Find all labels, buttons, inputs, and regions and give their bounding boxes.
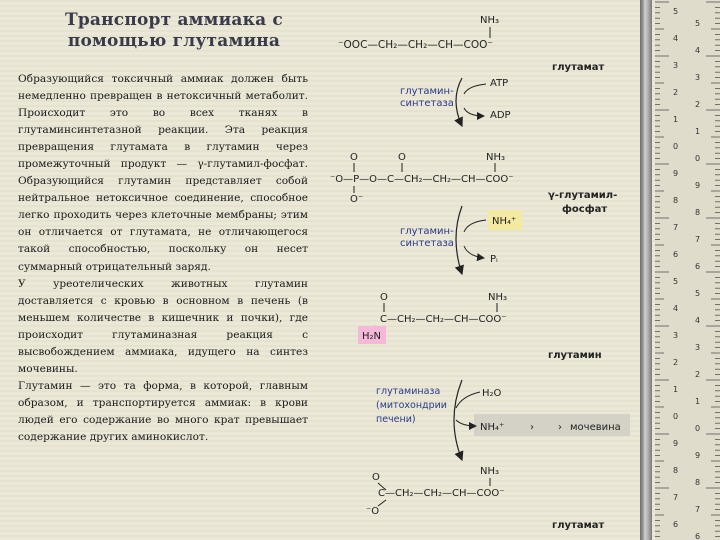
ruler-number: 9 <box>695 451 701 460</box>
enzyme-label-1b: синтетаза <box>400 98 454 109</box>
ruler-number: 4 <box>695 316 701 325</box>
reaction-arrow-3 <box>454 380 462 460</box>
gamma-label-b: фосфат <box>562 204 608 215</box>
ruler-number: 9 <box>695 181 701 190</box>
ruler-number: 4 <box>695 46 701 55</box>
enzyme-label-1a: глутамин- <box>400 86 454 97</box>
enzyme-label-3b: (митохондрии <box>376 400 447 411</box>
svg-text:O: O <box>350 152 358 163</box>
svg-text:⁻O: ⁻O <box>366 506 380 517</box>
ruler-number: 8 <box>673 466 679 475</box>
ruler-number: 6 <box>695 532 701 540</box>
ruler-number: 4 <box>673 34 679 43</box>
ruler-number: 8 <box>695 478 701 487</box>
ruler-number: 6 <box>673 520 679 529</box>
ruler-number: 5 <box>673 277 679 286</box>
ruler-number: 3 <box>673 331 679 340</box>
enzyme-label-2a: глутамин- <box>400 226 454 237</box>
glutamate-formula: ⁻OOC—CH₂—CH₂—CH—COO⁻ <box>338 39 493 51</box>
page-title: Транспорт аммиака с помощью глутамина <box>64 10 283 51</box>
svg-text:O: O <box>380 292 388 303</box>
ruler-rail <box>640 0 652 540</box>
ruler-number: 1 <box>695 397 701 406</box>
nh3-group-3: NH₃ <box>488 292 508 303</box>
ruler-number: 7 <box>695 505 701 514</box>
svg-text:›: › <box>530 422 534 433</box>
paragraph-2: У уреотелических животных глутамин доставляется с кровью в основном в печень (в меньшем количестве в кишечник и почки), где происходит глутаминазная реакция с высвобождением аммиака, идущего на синтез мочевины. <box>18 277 308 375</box>
h2o-label: H₂O <box>482 388 502 399</box>
paragraph-1: Образующийся токсичный аммиак должен быть немедленно превращен в нетоксичный метаболит. Происходит это во всех тканях в глутаминсинтетазной реакции. Эта реакция превращения глутамата в глутамин через промежуточный продукт — γ-глутамил-фосфат. Образующийся глутамин представляет собой нейтральное нетоксичное соединение, способное легко проходить через клеточные мембраны; этим он отличается от глутамата, не отличающегося такой способностью, поскольку он несет суммарный отрицательный заряд. <box>18 73 308 273</box>
gamma-formula: ⁻O—P—O—C—CH₂—CH₂—CH—COO⁻ <box>330 174 514 185</box>
glutamate-label: глутамат <box>552 62 605 73</box>
ruler-number: 8 <box>695 208 701 217</box>
ruler-number: 6 <box>695 262 701 271</box>
pi-label: Pᵢ <box>490 254 498 265</box>
glutamine-label: глутамин <box>548 350 602 361</box>
svg-text:O⁻: O⁻ <box>350 194 364 205</box>
ruler-number: 9 <box>673 169 679 178</box>
ruler-number: 7 <box>673 223 679 232</box>
enzyme-label-3c: печени) <box>376 414 416 425</box>
reaction-scheme <box>330 0 640 540</box>
nh4-label-2: NH₄⁺ <box>480 422 505 433</box>
ruler-number: 2 <box>673 358 679 367</box>
ruler-number: 3 <box>695 73 701 82</box>
ruler-number: 0 <box>673 142 679 151</box>
gamma-label-a: γ-глутамил- <box>548 190 618 201</box>
nh3-group-1: NH₃ <box>480 15 500 26</box>
ruler-number: 0 <box>695 154 701 163</box>
atp-label: ATP <box>490 78 509 89</box>
svg-text:O: O <box>398 152 406 163</box>
ruler <box>655 0 720 540</box>
ruler-number: 5 <box>673 7 679 16</box>
enzyme-label-2b: синтетаза <box>400 238 454 249</box>
ruler-number: 2 <box>695 100 701 109</box>
ruler-number: 2 <box>695 370 701 379</box>
ruler-number: 1 <box>695 127 701 136</box>
glutamine-formula: C—CH₂—CH₂—CH—COO⁻ <box>380 314 507 325</box>
ruler-number: 7 <box>695 235 701 244</box>
urea-label: мочевина <box>570 422 621 433</box>
svg-text:O: O <box>372 472 380 483</box>
ruler-number: 3 <box>695 343 701 352</box>
ruler-number: 5 <box>695 289 701 298</box>
ruler-number: 1 <box>673 115 679 124</box>
body-text <box>18 71 308 446</box>
nh3-group-2: NH₃ <box>486 152 506 163</box>
ruler-number: 2 <box>673 88 679 97</box>
ruler-number: 8 <box>673 196 679 205</box>
ruler-number: 0 <box>695 424 701 433</box>
h2n-label: H₂N <box>362 331 382 342</box>
ruler-number: 9 <box>673 439 679 448</box>
nh3-group-4: NH₃ <box>480 466 500 477</box>
adp-label: ADP <box>490 110 511 121</box>
glutamate-formula-2: C—CH₂—CH₂—CH—COO⁻ <box>378 488 505 499</box>
ruler-number: 6 <box>673 250 679 259</box>
svg-text:›: › <box>558 422 562 433</box>
ruler-number: 7 <box>673 493 679 502</box>
ruler-number: 0 <box>673 412 679 421</box>
ruler-number: 1 <box>673 385 679 394</box>
reaction-arrow-1 <box>456 78 462 126</box>
ruler-number: 5 <box>695 19 701 28</box>
nh4-label-1: NH₄⁺ <box>492 216 517 227</box>
glutamate-label-2: глутамат <box>552 520 605 531</box>
enzyme-label-3a: глутаминаза <box>376 386 441 397</box>
ruler-number: 4 <box>673 304 679 313</box>
reaction-arrow-2 <box>456 206 462 274</box>
paragraph-3: Глутамин — это та форма, в которой, главным образом, и транспортируется аммиак: в крови людей его содержание во много крат превышает содержание других аминокислот. <box>18 379 308 443</box>
ruler-number: 3 <box>673 61 679 70</box>
